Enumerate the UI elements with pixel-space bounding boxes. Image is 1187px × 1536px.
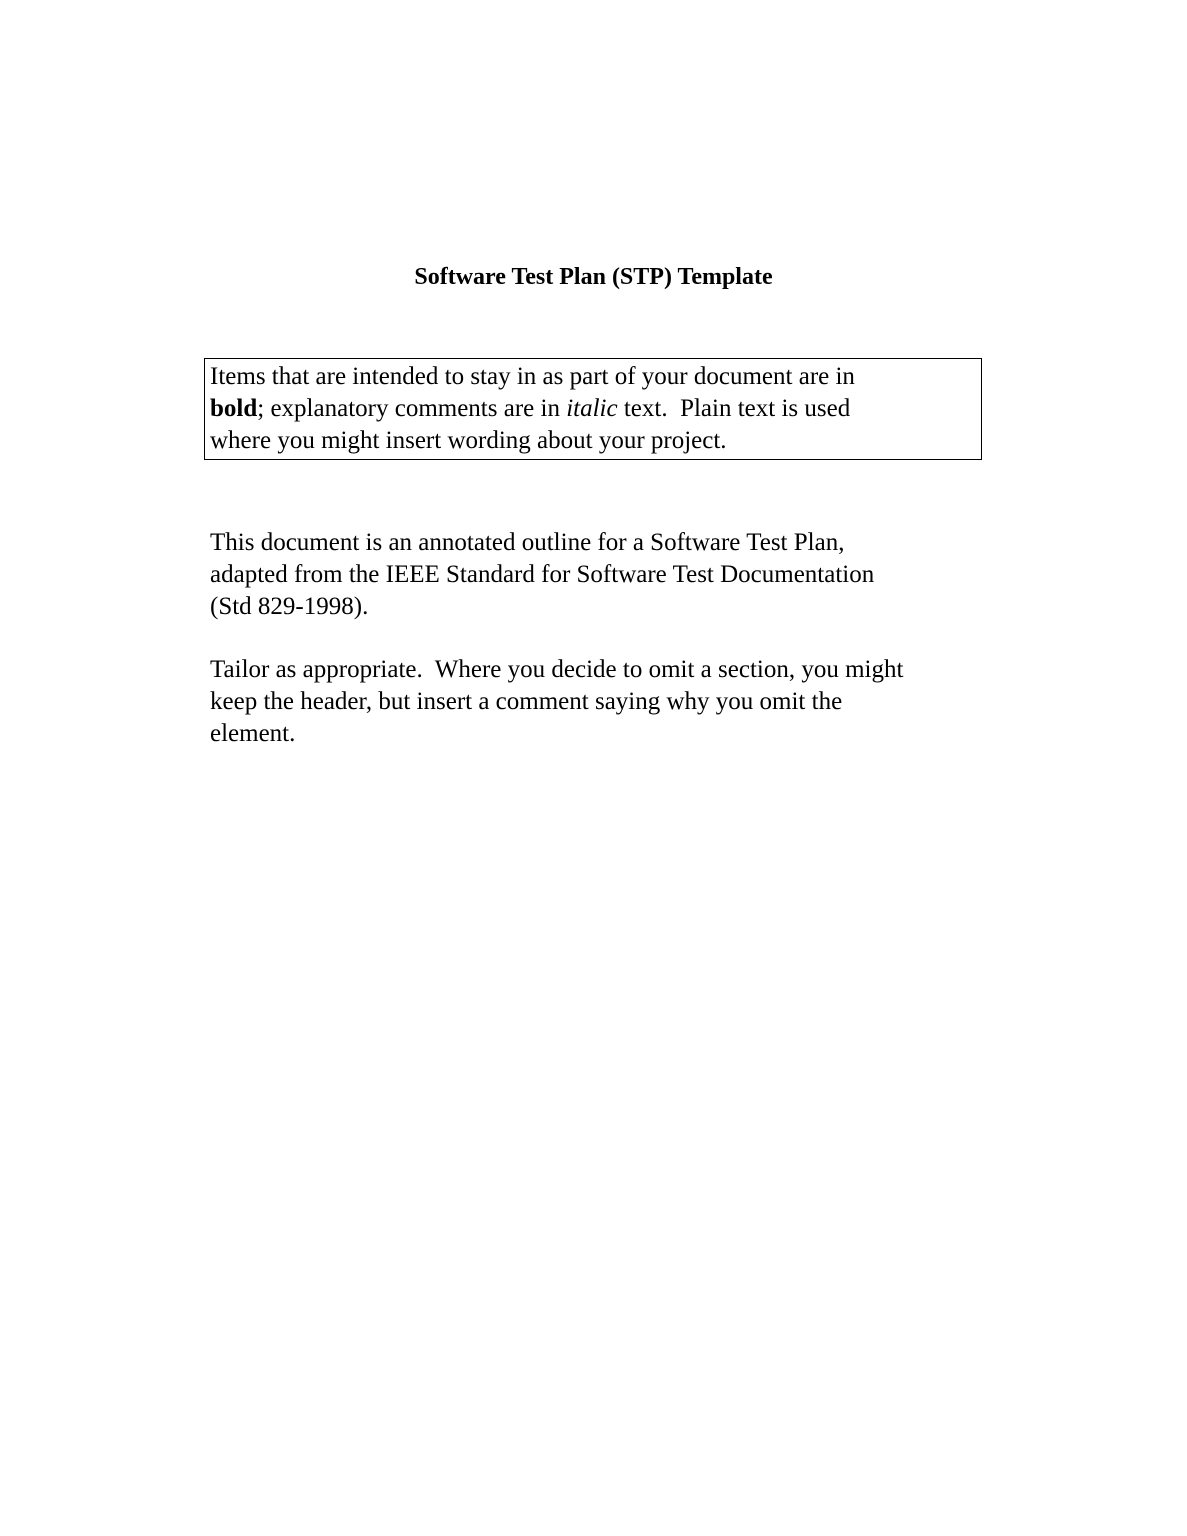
- paragraph-line: adapted from the IEEE Standard for Software Test Documentation: [210, 561, 875, 588]
- paragraph-line: keep the header, but insert a comment saying why you omit the: [210, 688, 843, 715]
- note-line-3: where you might insert wording about your project.: [210, 427, 727, 454]
- paragraph-line: (Std 829-1998).: [210, 593, 369, 620]
- note-text: ; explanatory comments are in: [257, 395, 567, 422]
- instruction-note-box: [204, 358, 982, 460]
- document-title: Software Test Plan (STP) Template: [414, 264, 773, 290]
- paragraph-line: Tailor as appropriate. Where you decide to omit a section, you might: [210, 656, 904, 683]
- note-text: text. Plain text is used: [617, 395, 851, 422]
- paragraph-line: This document is an annotated outline for a Software Test Plan,: [210, 529, 845, 556]
- italic-example: italic: [566, 395, 618, 422]
- note-line-1: Items that are intended to stay in as part of your document are in: [210, 363, 855, 390]
- intro-paragraph: [210, 527, 874, 623]
- note-line-2: [210, 393, 850, 425]
- paragraph-line: element.: [210, 720, 296, 747]
- tailoring-paragraph: [210, 654, 903, 750]
- bold-example: bold: [210, 395, 258, 422]
